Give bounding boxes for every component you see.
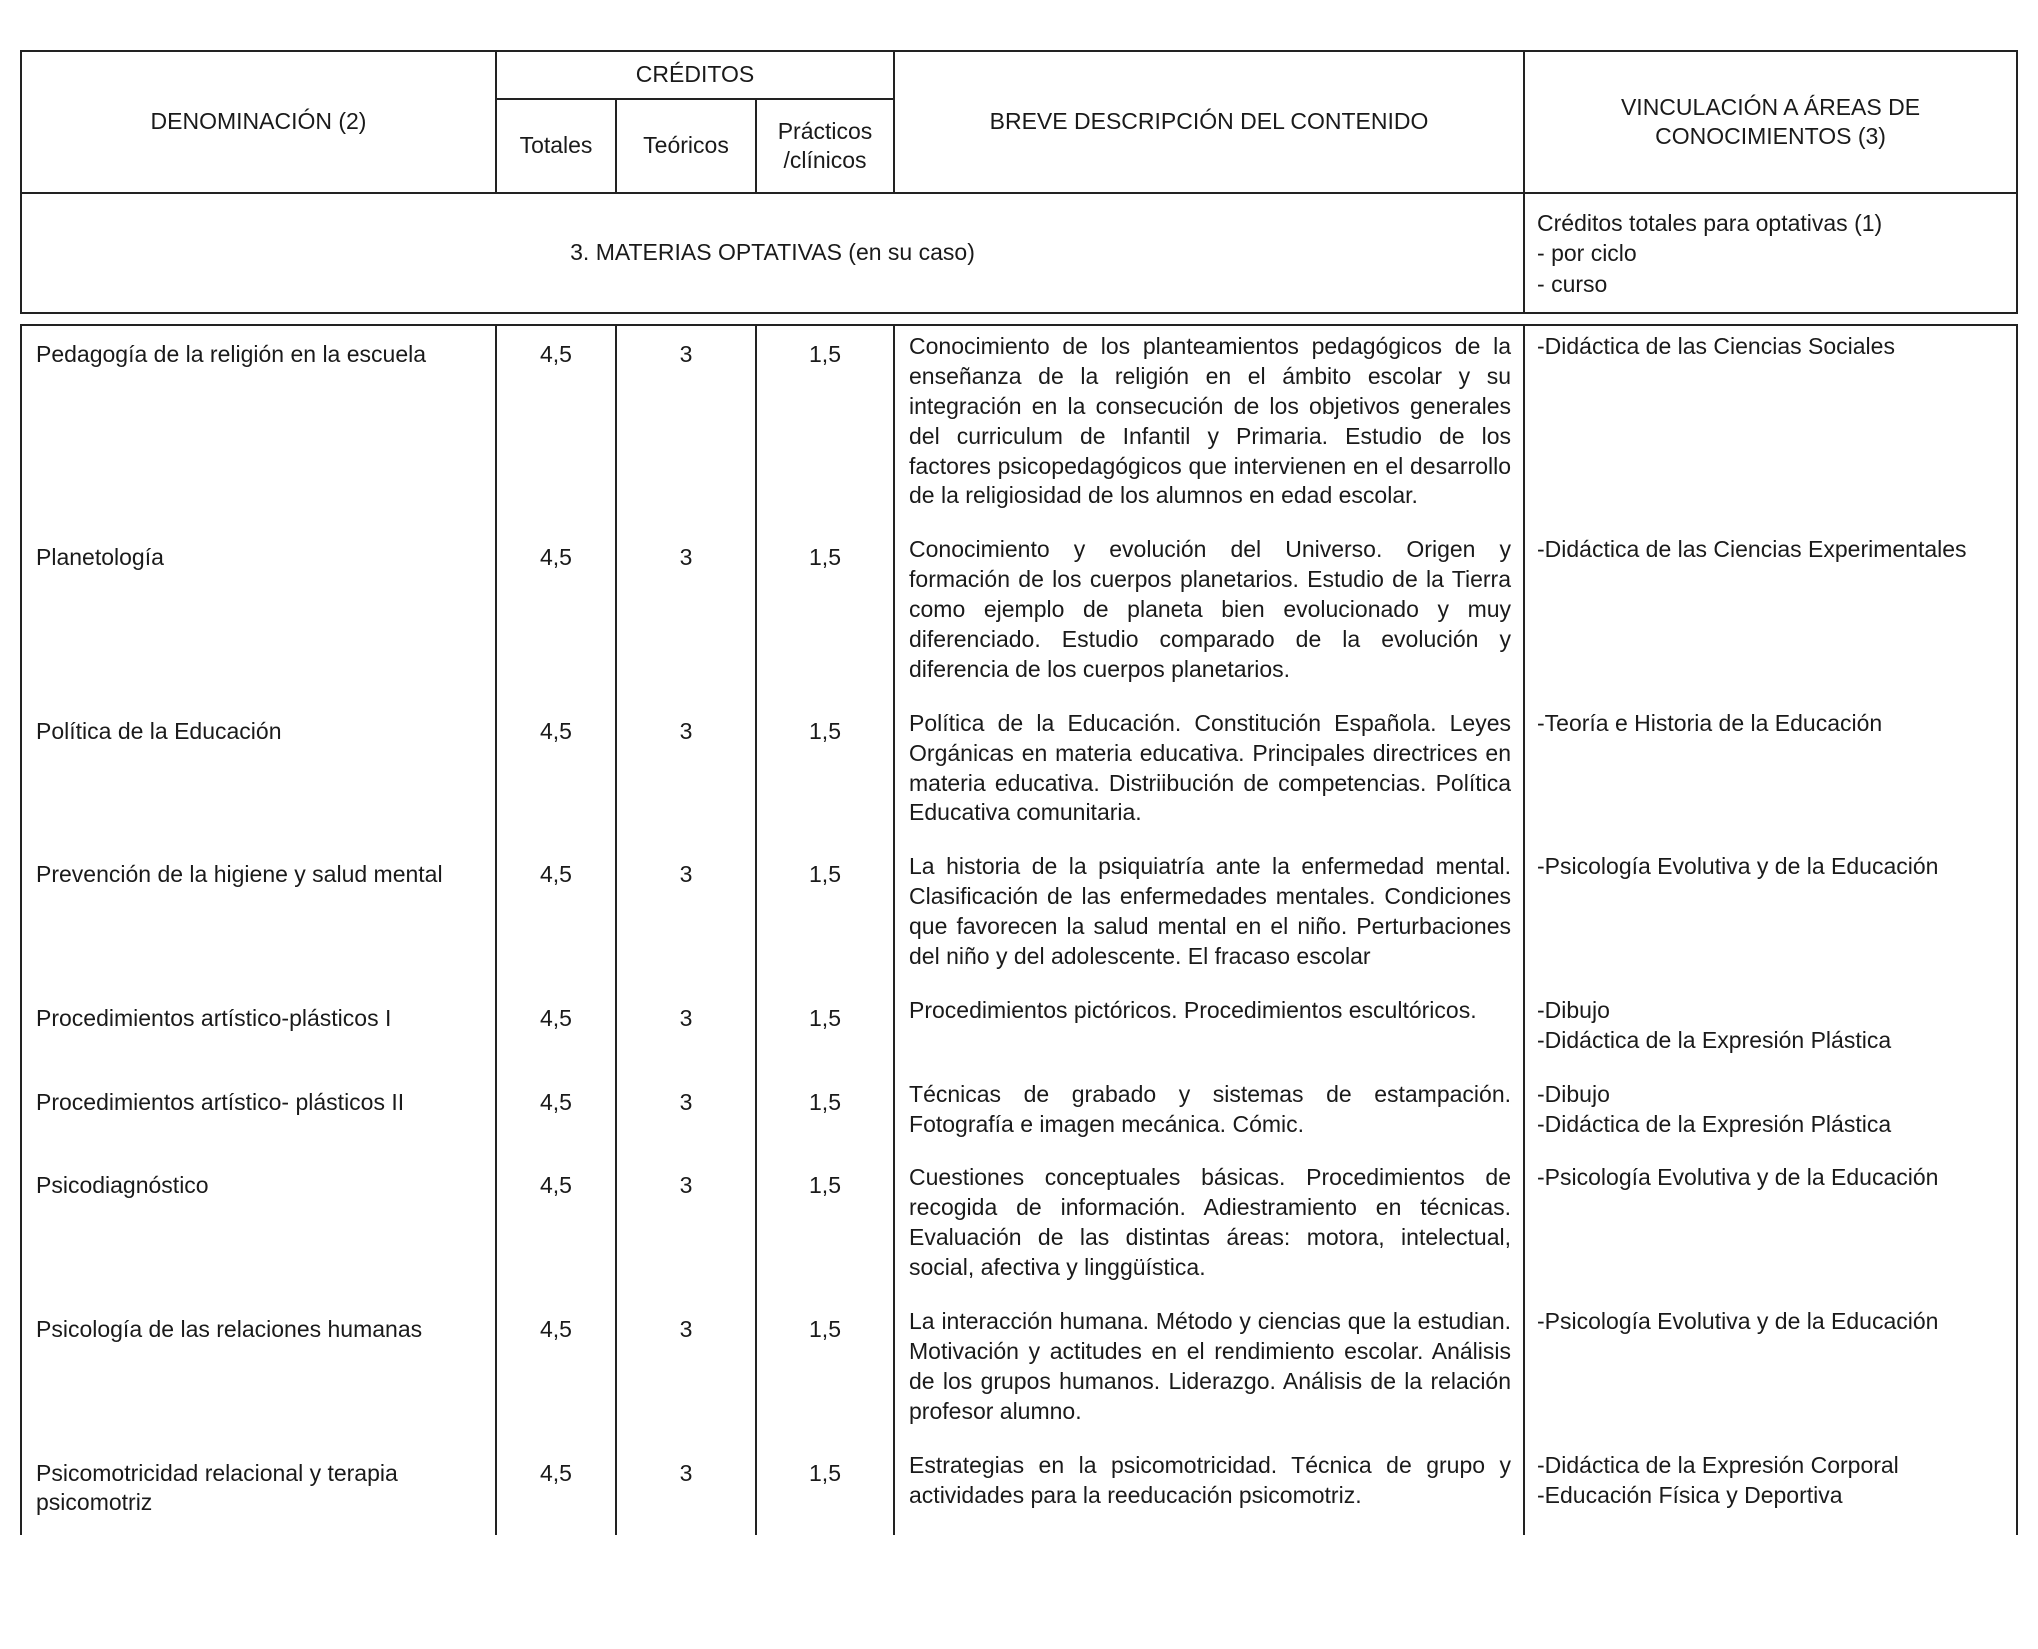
subject-description: Política de la Educación. Constitución Española. Leyes Orgánicas en materia educativa. Principales directrices en materia educativa. Distriibución de competencias. Política Educativa comunitaria. — [894, 703, 1524, 847]
subject-areas — [1524, 325, 2017, 529]
header-descripcion: BREVE DESCRIPCIÓN DEL CONTENIDO — [894, 51, 1524, 193]
subject-name: Psicodiagnóstico — [21, 1157, 496, 1301]
table-row — [21, 529, 2017, 702]
area-item: -Didáctica de las Ciencias Sociales — [1537, 333, 1895, 359]
credits-teoricos: 3 — [616, 703, 756, 847]
header-creditos: CRÉDITOS — [496, 51, 894, 99]
credits-teoricos: 3 — [616, 529, 756, 702]
subject-description: Estrategias en la psicomotricidad. Técnica de grupo y actividades para la reeducación psicomotriz. — [894, 1445, 1524, 1536]
credits-teoricos: 3 — [616, 846, 756, 990]
subject-areas — [1524, 1301, 2017, 1445]
header-practicos-line: Prácticos — [777, 118, 873, 145]
credits-practicos: 1,5 — [756, 703, 894, 847]
subject-name: Procedimientos artístico- plásticos II — [21, 1074, 496, 1158]
table-row — [21, 1074, 2017, 1158]
table-row — [21, 990, 2017, 1074]
header-practicos-line: /clínicos — [783, 147, 867, 173]
header-vinculacion-line: VINCULACIÓN A ÁREAS DE — [1620, 93, 1921, 120]
subject-areas — [1524, 1074, 2017, 1158]
table-row — [21, 325, 2017, 529]
area-item: -Psicología Evolutiva y de la Educación — [1537, 1164, 1939, 1191]
credits-totales: 4,5 — [496, 1157, 616, 1301]
credits-totales: 4,5 — [496, 990, 616, 1074]
area-item: -Teoría e Historia de la Educación — [1537, 709, 1883, 736]
subject-areas — [1524, 529, 2017, 702]
credits-practicos: 1,5 — [756, 529, 894, 702]
credits-teoricos: 3 — [616, 325, 756, 529]
optativas-table — [20, 50, 2018, 1535]
credits-teoricos: 3 — [616, 1301, 756, 1445]
credits-totales: 4,5 — [496, 529, 616, 702]
optativas-credits-box — [1524, 193, 2017, 313]
table-row — [21, 1445, 2017, 1536]
credits-practicos: 1,5 — [756, 1074, 894, 1158]
credits-totales: 4,5 — [496, 1301, 616, 1445]
credits-teoricos: 3 — [616, 1445, 756, 1536]
credits-line: - curso — [1537, 270, 1608, 297]
area-item: -Psicología Evolutiva y de la Educación — [1537, 1308, 1939, 1335]
header-practicos — [756, 99, 894, 193]
header-vinculacion-line: CONOCIMIENTOS (3) — [1655, 123, 1886, 149]
credits-totales: 4,5 — [496, 1445, 616, 1536]
header-totales: Totales — [496, 99, 616, 193]
subject-name: Procedimientos artístico-plásticos I — [21, 990, 496, 1074]
table-header — [21, 51, 2017, 193]
credits-line: Créditos totales para optativas (1) — [1537, 210, 1883, 236]
section-title: 3. MATERIAS OPTATIVAS (en su caso) — [21, 193, 1524, 313]
subject-areas — [1524, 990, 2017, 1074]
subject-name: Prevención de la higiene y salud mental — [21, 846, 496, 990]
credits-teoricos: 3 — [616, 1074, 756, 1158]
subject-name: Planetología — [21, 529, 496, 702]
subject-areas — [1524, 846, 2017, 990]
header-vinculacion — [1524, 51, 2017, 193]
subject-description: La historia de la psiquiatría ante la enfermedad mental. Clasificación de las enfermedades mentales. Condiciones que favorecen la salud mental en el niño. Perturbaciones del niño y del adolescente. El fracaso escolar — [894, 846, 1524, 990]
area-item: -Didáctica de las Ciencias Experimentales — [1537, 536, 1967, 563]
area-item: -Educación Física y Deportiva — [1537, 1481, 1843, 1508]
area-item: -Didáctica de la Expresión Plástica — [1537, 1026, 1892, 1053]
subject-name: Psicomotricidad relacional y terapia psicomotriz — [21, 1445, 496, 1536]
credits-totales: 4,5 — [496, 1074, 616, 1158]
credits-line: - por ciclo — [1537, 240, 1637, 267]
area-item: -Dibujo — [1537, 996, 1610, 1023]
credits-totales: 4,5 — [496, 703, 616, 847]
area-item: -Psicología Evolutiva y de la Educación — [1537, 853, 1939, 880]
area-item: -Didáctica de la Expresión Plástica — [1537, 1110, 1892, 1137]
table-row — [21, 703, 2017, 847]
subject-name: Pedagogía de la religión en la escuela — [21, 325, 496, 529]
table-row — [21, 1157, 2017, 1301]
subject-areas — [1524, 1157, 2017, 1301]
subject-description: Conocimiento de los planteamientos pedagógicos de la enseñanza de la religión en el ámbito escolar y su integración en la consecución de los objetivos generales del curriculum de Infantil y Primaria. Estudio de los factores psicopedagógicos que intervienen en el desarrollo de la religiosidad de los alumnos en edad escolar. — [894, 325, 1524, 529]
credits-practicos: 1,5 — [756, 990, 894, 1074]
subject-description: Procedimientos pictóricos. Procedimientos escultóricos. — [894, 990, 1524, 1074]
credits-practicos: 1,5 — [756, 1157, 894, 1301]
document-sheet — [20, 50, 2016, 1535]
credits-practicos: 1,5 — [756, 846, 894, 990]
table-row — [21, 846, 2017, 990]
subject-name: Psicología de las relaciones humanas — [21, 1301, 496, 1445]
subject-name: Política de la Educación — [21, 703, 496, 847]
subject-areas — [1524, 703, 2017, 847]
subject-description: La interacción humana. Método y ciencias que la estudian. Motivación y actitudes en el rendimiento escolar. Análisis de los grupos humanos. Liderazgo. Análisis de la relación profesor alumno. — [894, 1301, 1524, 1445]
credits-practicos: 1,5 — [756, 325, 894, 529]
subject-description: Conocimiento y evolución del Universo. Origen y formación de los cuerpos planetarios. Estudio de la Tierra como ejemplo de planeta bien evolucionado y muy diferenciado. Estudio comparado de la evolución y diferencia de los cuerpos planetarios. — [894, 529, 1524, 702]
table-row — [21, 1301, 2017, 1445]
subject-rows — [21, 325, 2017, 1535]
subject-description: Cuestiones conceptuales básicas. Procedimientos de recogida de información. Adiestramiento en técnicas. Evaluación de las distintas áreas: motora, intelectual, social, afectiva y linggüística. — [894, 1157, 1524, 1301]
area-item: -Didáctica de la Expresión Corporal — [1537, 1451, 1899, 1478]
header-denominacion: DENOMINACIÓN (2) — [21, 51, 496, 193]
credits-teoricos: 3 — [616, 990, 756, 1074]
credits-practicos: 1,5 — [756, 1445, 894, 1536]
credits-totales: 4,5 — [496, 325, 616, 529]
credits-totales: 4,5 — [496, 846, 616, 990]
subject-areas — [1524, 1445, 2017, 1536]
area-item: -Dibujo — [1537, 1080, 1610, 1107]
credits-teoricos: 3 — [616, 1157, 756, 1301]
subject-description: Técnicas de grabado y sistemas de estampación. Fotografía e imagen mecánica. Cómic. — [894, 1074, 1524, 1158]
credits-practicos: 1,5 — [756, 1301, 894, 1445]
header-teoricos: Teóricos — [616, 99, 756, 193]
table-spacer — [21, 313, 2017, 325]
banner — [21, 193, 2017, 325]
